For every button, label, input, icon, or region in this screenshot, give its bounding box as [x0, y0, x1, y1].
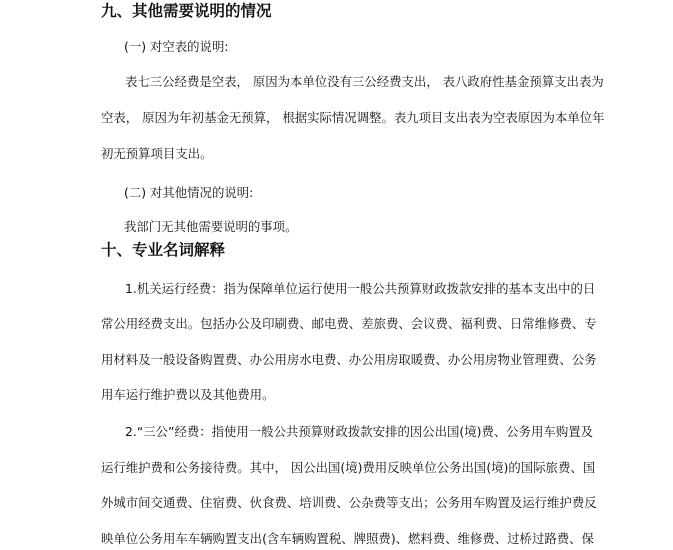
section-10-heading: 十、专业名词解释 [101, 241, 226, 259]
paragraph-line: 2.“三公”经费：指使用一般公共预算财政拨款安排的因公出国(境)费、公务用车购置及 [125, 424, 593, 439]
paragraph-line: 映单位公务用车车辆购置支出(含车辆购置税、牌照费)、燃料费、维修费、过桥过路费、保 [101, 531, 594, 546]
paragraph-line: 常公用经费支出。包括办公及印刷费、邮电费、差旅费、会议费、福利费、日常维修费、专 [101, 316, 597, 331]
paragraph-line: 用材料及一般设备购置费、办公用房水电费、办公用房取暖费、办公用房物业管理费、公务 [101, 352, 597, 367]
subheading-empty-tables: (一) 对空表的说明: [124, 39, 229, 54]
subheading-other-notes: (二) 对其他情况的说明: [124, 185, 254, 200]
section-9-heading: 九、其他需要说明的情况 [101, 2, 272, 20]
paragraph-line: 表七三公经费是空表， 原因为本单位没有三公经费支出， 表八政府性基金预算支出表为 [125, 74, 604, 89]
paragraph-line: 初无预算项目支出。 [101, 146, 213, 161]
paragraph-line: 运行维护费和公务接待费。其中， 因公出国(境)费用反映单位公务出国(境)的国际旅费、国 [101, 460, 596, 475]
paragraph-line: 用车运行维护费以及其他费用。 [101, 387, 275, 402]
paragraph-line: 空表， 原因为年初基金无预算， 根据实际情况调整。表九项目支出表为空表原因为本单位年 [101, 110, 605, 125]
paragraph-line: 我部门无其他需要说明的事项。 [124, 219, 298, 234]
paragraph-line: 1.机关运行经费：指为保障单位运行使用一般公共预算财政拨款安排的基本支出中的日 [125, 281, 596, 296]
paragraph-line: 外城市间交通费、住宿费、伙食费、培训费、公杂费等支出；公务用车购置及运行维护费反 [101, 495, 597, 510]
